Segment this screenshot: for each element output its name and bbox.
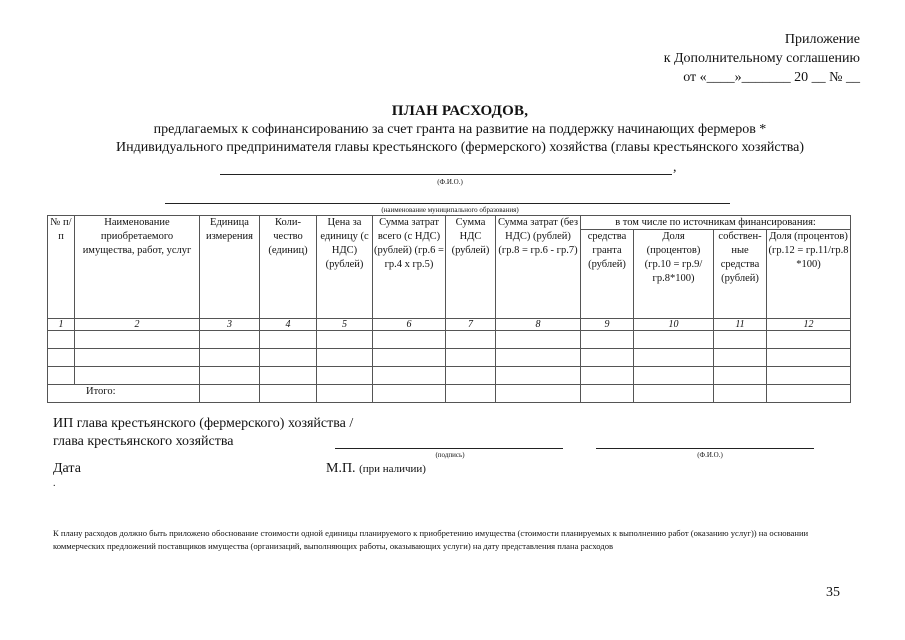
header-cost-no-vat: Сумма затрат (без НДС) (рублей) (гр.8 = гр.6 - гр.7) bbox=[496, 216, 581, 319]
table-cell[interactable] bbox=[200, 367, 260, 385]
table-cell[interactable] bbox=[581, 331, 634, 349]
column-number: 2 bbox=[75, 319, 200, 331]
holder-title-line1: ИП глава крестьянского (фермерского) хозяйства / bbox=[53, 416, 354, 431]
annex-reference: к Дополнительному соглашению bbox=[663, 51, 860, 66]
table-cell[interactable] bbox=[496, 385, 581, 403]
table-cell[interactable] bbox=[373, 331, 446, 349]
table-cell[interactable] bbox=[767, 331, 851, 349]
table-cell[interactable] bbox=[714, 367, 767, 385]
header-price: Цена за единицу (с НДС) (рублей) bbox=[317, 216, 373, 319]
table-cell[interactable] bbox=[581, 385, 634, 403]
table-cell[interactable] bbox=[446, 385, 496, 403]
column-number: 6 bbox=[373, 319, 446, 331]
column-number: 4 bbox=[260, 319, 317, 331]
annex-date-number: от «____»_______ 20 __ № __ bbox=[683, 70, 860, 85]
table-cell[interactable] bbox=[200, 385, 260, 403]
header-own-share: Доля (процентов) (гр.12 = гр.11/гр.8 *100) bbox=[767, 230, 851, 319]
header-grant-share: Доля (процентов) (гр.10 = гр.9/гр.8*100) bbox=[634, 230, 714, 319]
table-cell[interactable] bbox=[496, 367, 581, 385]
column-number: 10 bbox=[634, 319, 714, 331]
total-label: Итого: bbox=[48, 385, 200, 403]
table-cell[interactable] bbox=[317, 385, 373, 403]
annex-title: Приложение bbox=[784, 32, 860, 47]
column-number-row bbox=[48, 319, 851, 331]
header-financing-group: в том числе по источникам финансирования: bbox=[581, 216, 851, 230]
holder-title-line2: глава крестьянского хозяйства bbox=[53, 434, 234, 449]
table-cell[interactable] bbox=[714, 331, 767, 349]
signature-fill-line[interactable] bbox=[335, 436, 563, 449]
table-cell[interactable] bbox=[714, 349, 767, 367]
table-row bbox=[48, 349, 851, 367]
table-cell[interactable] bbox=[496, 349, 581, 367]
stamp-abbrev: М.П. bbox=[326, 461, 356, 476]
header-total-cost: Сумма затрат всего (с НДС) (рублей) (гр.6 = гр.4 х гр.5) bbox=[373, 216, 446, 319]
header-own: собствен-ные средства (рублей) bbox=[714, 230, 767, 319]
table-cell[interactable] bbox=[373, 349, 446, 367]
table-cell[interactable] bbox=[48, 331, 75, 349]
table-cell[interactable] bbox=[75, 349, 200, 367]
header-unit: Единица измерения bbox=[200, 216, 260, 319]
column-number: 3 bbox=[200, 319, 260, 331]
column-number: 8 bbox=[496, 319, 581, 331]
table-cell[interactable] bbox=[767, 367, 851, 385]
column-number: 9 bbox=[581, 319, 634, 331]
stamp-label bbox=[326, 460, 426, 478]
table-cell[interactable] bbox=[581, 349, 634, 367]
footnote: К плану расходов должно быть приложено обоснование стоимости одной единицы планируемого к приобретению имущества (стоимости планируемых к выполнению работ (оказанию услуг)) на основании коммерческих предложений поставщиков имущества (организаций, выполняющих работы, оказывающих услуги) на дату представления плана расходов bbox=[53, 528, 809, 551]
table-cell[interactable] bbox=[634, 367, 714, 385]
signature-caption: (подпись) bbox=[435, 451, 465, 459]
municipality-fill-line bbox=[165, 189, 730, 204]
table-cell[interactable] bbox=[446, 349, 496, 367]
table-cell[interactable] bbox=[714, 385, 767, 403]
table-cell[interactable] bbox=[767, 349, 851, 367]
table-cell[interactable] bbox=[75, 331, 200, 349]
table-cell[interactable] bbox=[200, 349, 260, 367]
table-row bbox=[48, 367, 851, 385]
header-num: № п/п bbox=[48, 216, 75, 319]
table-cell[interactable] bbox=[317, 331, 373, 349]
fio-caption: (Ф.И.О.) bbox=[437, 178, 463, 186]
signatory-fio-caption: (Ф.И.О.) bbox=[697, 451, 723, 459]
table-cell[interactable] bbox=[634, 331, 714, 349]
annex-block bbox=[560, 30, 860, 87]
document-subtitle: предлагаемых к софинансированию за счет гранта на развитие на поддержку начинающих фермеров * bbox=[153, 122, 767, 137]
expense-table bbox=[47, 215, 851, 403]
document-title: ПЛАН РАСХОДОВ, bbox=[391, 103, 529, 119]
table-cell[interactable] bbox=[634, 349, 714, 367]
table-cell[interactable] bbox=[260, 367, 317, 385]
stamp-note: (при наличии) bbox=[359, 463, 426, 475]
table-cell[interactable] bbox=[48, 349, 75, 367]
table-header-row bbox=[48, 216, 851, 230]
table-cell[interactable] bbox=[634, 385, 714, 403]
column-number: 11 bbox=[714, 319, 767, 331]
column-number: 7 bbox=[446, 319, 496, 331]
table-cell[interactable] bbox=[446, 331, 496, 349]
table-cell[interactable] bbox=[581, 367, 634, 385]
table-cell[interactable] bbox=[767, 385, 851, 403]
fio-fill-line bbox=[220, 160, 672, 175]
municipality-caption: (наименование муниципального образования) bbox=[381, 206, 519, 214]
table-cell[interactable] bbox=[496, 331, 581, 349]
stray-dot: . bbox=[53, 478, 56, 489]
table-cell[interactable] bbox=[446, 367, 496, 385]
header-grant: средства гранта (рублей) bbox=[581, 230, 634, 319]
date-label: Дата bbox=[53, 461, 81, 476]
table-cell[interactable] bbox=[260, 331, 317, 349]
table-cell[interactable] bbox=[260, 349, 317, 367]
signatory-fio-fill-line[interactable] bbox=[596, 436, 814, 449]
table-cell[interactable] bbox=[48, 367, 75, 385]
header-qty: Коли-чество (единиц) bbox=[260, 216, 317, 319]
fio-comma: , bbox=[673, 160, 677, 175]
table-cell[interactable] bbox=[75, 367, 200, 385]
table-cell[interactable] bbox=[373, 385, 446, 403]
column-number: 1 bbox=[48, 319, 75, 331]
page-number: 35 bbox=[826, 585, 840, 600]
table-cell[interactable] bbox=[317, 349, 373, 367]
table-cell[interactable] bbox=[260, 385, 317, 403]
document-subtitle-holder: Индивидуального предпринимателя главы крестьянского (фермерского) хозяйства (главы крестьянского хозяйства) bbox=[115, 140, 805, 155]
table-row bbox=[48, 331, 851, 349]
table-cell[interactable] bbox=[200, 331, 260, 349]
column-number: 5 bbox=[317, 319, 373, 331]
header-name: Наименование приобретаемого имущества, работ, услуг bbox=[75, 216, 200, 319]
table-cell[interactable] bbox=[317, 367, 373, 385]
header-vat: Сумма НДС (рублей) bbox=[446, 216, 496, 319]
total-row bbox=[48, 385, 851, 403]
column-number: 12 bbox=[767, 319, 851, 331]
table-cell[interactable] bbox=[373, 367, 446, 385]
